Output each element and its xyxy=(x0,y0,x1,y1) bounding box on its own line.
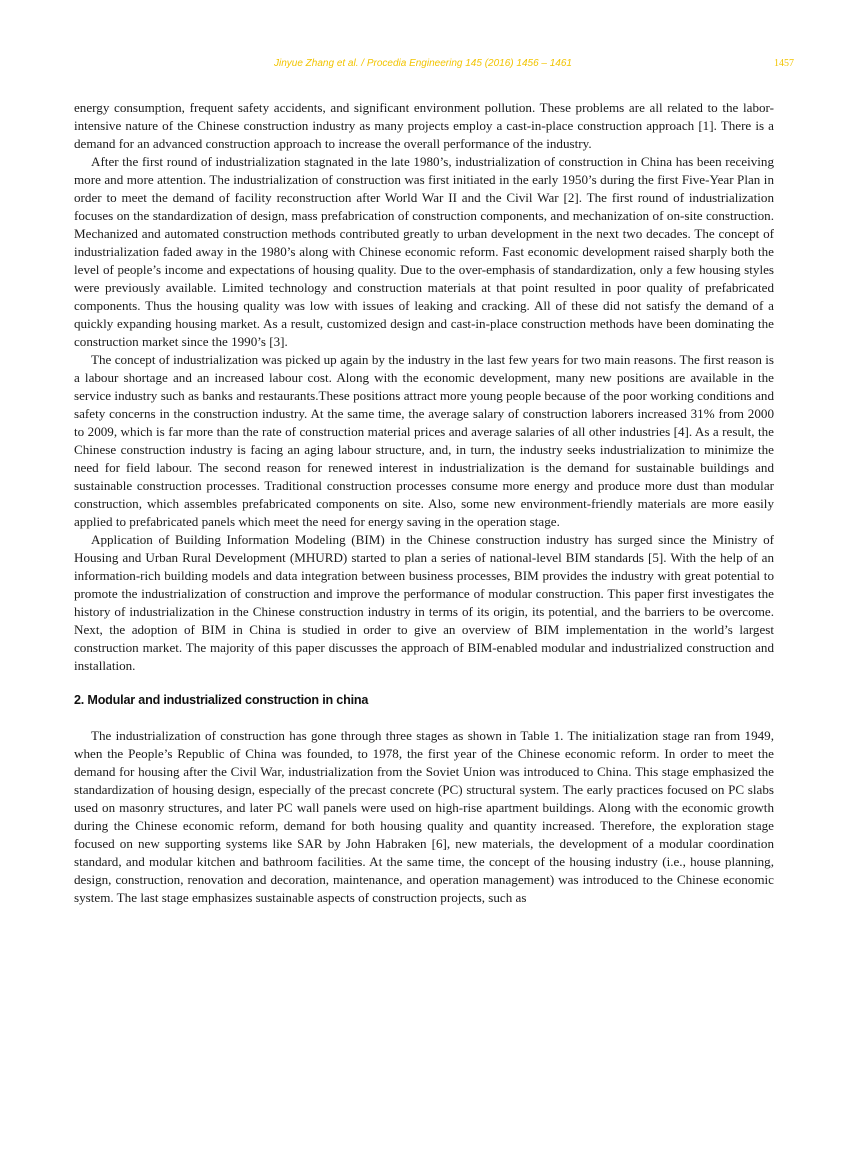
page-number: 1457 xyxy=(774,58,794,69)
section-heading: 2. Modular and industrialized construction in china xyxy=(74,693,369,707)
article-body xyxy=(74,99,774,907)
body-paragraph: energy consumption, frequent safety accidents, and significant environment pollution. These problems are all related to the labor-intensive nature of the Chinese construction industry as many projects employ a cast-in-place construction approach [1]. There is a demand for an advanced construction approach to increase the overall performance of the industry. xyxy=(74,100,774,151)
body-paragraph: The concept of industrialization was picked up again by the industry in the last few years for two main reasons. The first reason is a labour shortage and an increased labour cost. Along with the economic development, many new positions are available in the service industry such as banks and restaurants.These positions attract more young people because of the poor working conditions and safety concerns in the construction industry. At the same time, the average salary of construction laborers increased 31% from 2000 to 2009, which is far more than the rate of construction material prices and average salaries of all other industries [4]. As a result, the Chinese construction industry is facing an aging labour structure, and, in turn, the industry seeks industrialization to minimize the need for field labour. The second reason for renewed interest in industrialization is the demand for sustainable buildings and sustainable construction processes. Traditional construction processes consume more energy and produce more dust than modular construction, which assembles prefabricated components on site. Also, some new environment-friendly materials are more easily applied to prefabricated panels which meet the need for energy saving in the operation stage. xyxy=(74,352,774,529)
body-paragraph: The industrialization of construction has gone through three stages as shown in Table 1. The initialization stage ran from 1949, when the People’s Republic of China was founded, to 1978, the first year of the Chinese economic reform. In order to meet the demand for housing after the Civil War, industrialization from the Soviet Union was introduced to China. This stage emphasized the standardization of housing design, especially of the precast concrete (PC) structural system. The early practices focused on PC slabs used on masonry structures, and later PC wall panels were used on high-rise apartment buildings. Along with the economic growth during the Chinese economic reform, demand for both housing quality and quantity increased. Therefore, the exploration stage focused on new supporting systems like SAR by John Habraken [6], new materials, the development of a modular coordination standard, and modular kitchen and bathroom facilities. At the same time, the concept of the housing industry (i.e., house planning, design, construction, renovation and decoration, maintenance, and operation management) was introduced to the Chinese economic system. The last stage emphasizes sustainable aspects of construction projects, such as xyxy=(74,728,774,905)
running-header xyxy=(0,58,846,72)
journal-citation: Jinyue Zhang et al. / Procedia Engineering 145 (2016) 1456 – 1461 xyxy=(274,58,572,69)
body-paragraph: Application of Building Information Modeling (BIM) in the Chinese construction industry has surged since the Ministry of Housing and Urban Rural Development (MHURD) started to plan a series of national-level BIM standards [5]. With the help of an information-rich building models and data integration between business processes, BIM provides the industry with great potential to promote the industrialization of construction and improve the performance of modular construction. This paper first investigates the history of industrialization in the Chinese construction industry in terms of its origin, its potential, and the barriers to be overcome. Next, the adoption of BIM in China is studied in order to give an overview of BIM implementation in the world’s largest construction market. The majority of this paper discusses the approach of BIM-enabled modular and industrialized construction and installation. xyxy=(74,532,774,673)
body-paragraph: After the first round of industrialization stagnated in the late 1980’s, industrialization of construction in China has been receiving more and more attention. The industrialization of construction was first initiated in the early 1950’s during the first Five-Year Plan in order to meet the demand of facility reconstruction after World War II and the Civil War [2]. The first round of industrialization focuses on the standardization of design, mass prefabrication of construction components, and mechanization of on-site construction. Mechanized and automated construction methods contributed greatly to urban development in the next two decades. The concept of industrialization faded away in the 1980’s along with Chinese economic reform. Fast economic development raised sharply both the level of people’s income and expectations of housing quality. Due to the over-emphasis of standardization, only a few housing styles were previously available. Limited technology and construction materials at that point resulted in poor quality of prefabricated components. Thus the housing quality was low with issues of leaking and cracking. All of these did not satisfy the demand of a quickly expanding housing market. As a result, customized design and cast-in-place construction methods have been dominating the construction market since the 1990’s [3]. xyxy=(74,154,774,349)
